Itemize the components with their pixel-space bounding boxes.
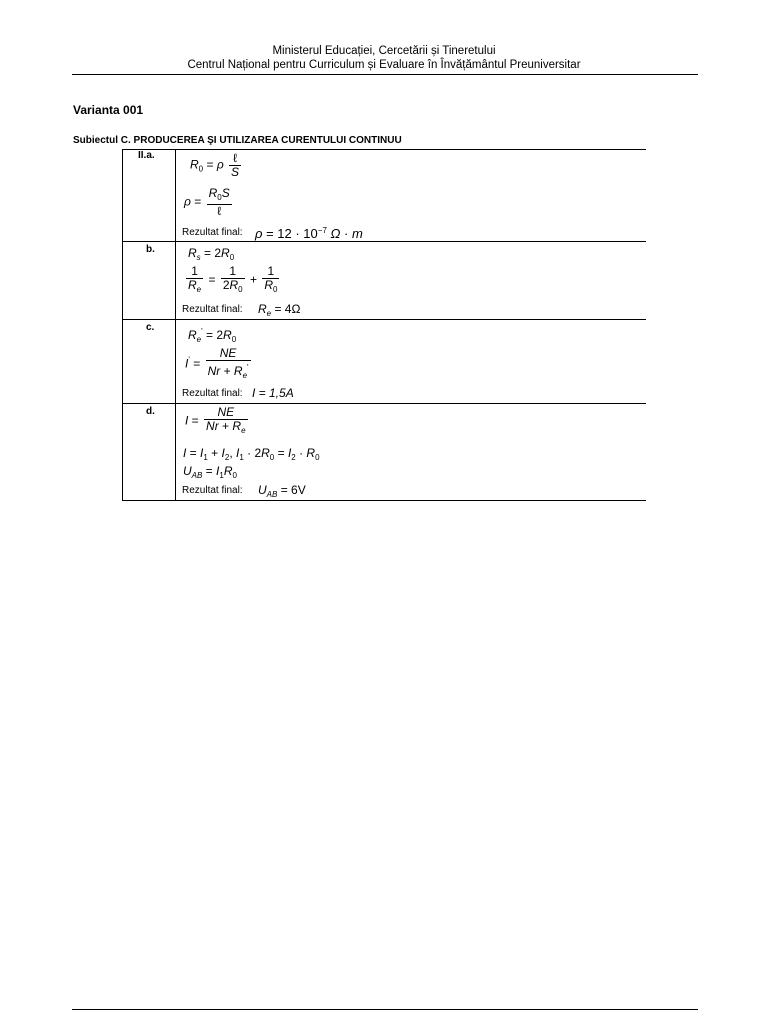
formula-re-prime: $R_e' = 2R_0$ xyxy=(188,327,237,344)
final-result-label: Rezultat final: xyxy=(182,388,243,399)
final-result-label: Rezultat final: xyxy=(182,227,243,238)
row-label: d. xyxy=(146,406,155,417)
final-result-label: Rezultat final: xyxy=(182,485,243,496)
result-rho: $\rho = 12 \cdot 10^{-7}$ Ω · m xyxy=(255,226,363,241)
formula-currents: $I = I_1 + I_2$, $I_1 \cdot 2R_0 = I_2 \cdot R_0$ xyxy=(183,446,320,462)
result-re: $R_e = 4\Omega$ xyxy=(258,302,301,318)
header-center: Centrul Național pentru Curriculum și Evaluare în Învățământul Preuniversitar xyxy=(187,59,581,71)
table-divider xyxy=(175,149,176,501)
header-ministry: Ministerul Educației, Cercetării și Tineretului xyxy=(272,45,496,57)
row-separator xyxy=(122,319,646,320)
final-result-label: Rezultat final: xyxy=(182,304,243,315)
table-bottom-border xyxy=(122,500,646,501)
row-label: c. xyxy=(146,322,155,333)
variant-title: Varianta 001 xyxy=(73,103,144,117)
formula-re-parallel: $\frac{1}{R_e}$ = $\frac{1}{2R_0}$ + $\frac{1}{R_0}$ xyxy=(188,264,278,294)
table-left-border xyxy=(122,149,123,501)
row-separator xyxy=(122,403,646,404)
header-rule xyxy=(72,74,698,75)
subject-title: Subiectul C. PRODUCEREA ŞI UTILIZAREA CURENTULUI CONTINUU xyxy=(73,135,402,146)
row-label: II.a. xyxy=(138,150,155,161)
result-i: I = 1,5A xyxy=(252,386,294,400)
footer-rule xyxy=(72,1009,698,1010)
formula-r0: $R_0 = \rho$ $\frac{\text{ℓ}}{S}$ xyxy=(190,151,240,179)
row-label: b. xyxy=(146,244,155,255)
table-top-border xyxy=(122,149,646,150)
formula-rho: ρ = $\frac{R_0S}{\text{ℓ}}$ xyxy=(184,186,230,218)
formula-uab: $U_{AB} = I_1R_0$ xyxy=(183,464,237,480)
result-uab: $U_{AB} = 6V$ xyxy=(258,483,306,499)
formula-i: I = $\frac{NE}{Nr + R_e}$ xyxy=(185,405,246,435)
formula-i-prime: I' = $\frac{NE}{Nr + R_e'}$ xyxy=(185,346,249,380)
row-separator xyxy=(122,241,646,242)
formula-rs: $R_s = 2R_0$ xyxy=(188,246,235,262)
